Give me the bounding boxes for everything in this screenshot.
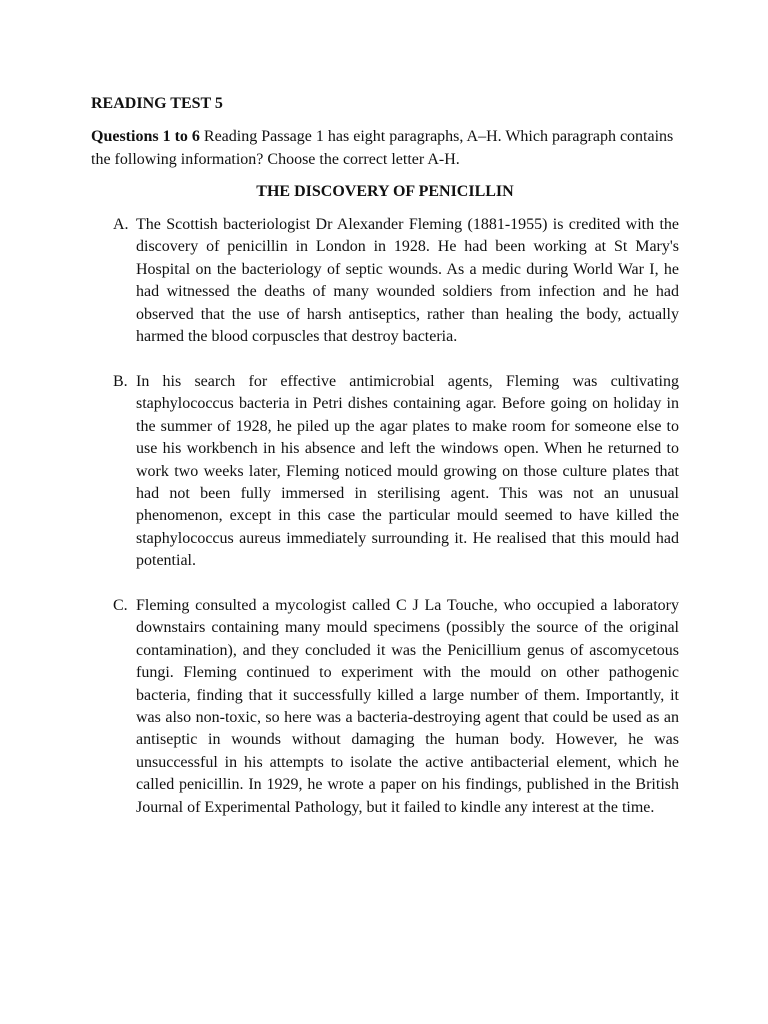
- paragraph-letter: A.: [113, 216, 129, 233]
- test-heading: READING TEST 5: [91, 95, 223, 112]
- paragraph-a: [113, 214, 679, 348]
- paragraph-letter: B.: [113, 373, 128, 390]
- instructions-text: Reading Passage 1 has eight paragraphs, A–H. Which paragraph contains the following information? Choose the correct letter A-H.: [91, 128, 674, 168]
- paragraph-text: Fleming consulted a mycologist called C J La Touche, who occupied a laboratory downstairs containing many mould specimens (possibly the source of the original contamination), and they concluded it was the Penicillium genus of ascomycetous fungi. Fleming continued to experiment with the mould on other pathogenic bacteria, finding that it successfully killed a large number of them. Importantly, it was also non-toxic, so here was a bacteria-destroying agent that could be used as an antiseptic in wounds without damaging the human body. However, he was unsuccessful in his attempts to isolate the active antibacterial element, which he called penicillin. In 1929, he wrote a paper on his findings, published in the British Journal of Experimental Pathology, but it failed to kindle any interest at the time.: [136, 597, 679, 816]
- paragraph-c: [113, 595, 679, 819]
- paragraph-b: [113, 371, 679, 573]
- passage-title: THE DISCOVERY OF PENICILLIN: [256, 183, 514, 200]
- paragraph-letter: C.: [113, 597, 128, 614]
- paragraph-text: In his search for effective antimicrobial agents, Fleming was cultivating staphylococcus bacteria in Petri dishes containing agar. Before going on holiday in the summer of 1928, he piled up the agar plates to make room for someone else to use his workbench in his absence and left the windows open. When he returned to work two weeks later, Fleming noticed mould growing on those culture plates that had not been fully immersed in sterilising agent. This was not an unusual phenomenon, except in this case the particular mould seemed to have killed the staphylococcus aureus immediately surrounding it. He realised that this mould had potential.: [136, 373, 679, 570]
- question-range: Questions 1 to 6: [91, 128, 200, 145]
- question-instructions: [91, 126, 679, 171]
- paragraph-text: The Scottish bacteriologist Dr Alexander Fleming (1881-1955) is credited with the discovery of penicillin in London in 1928. He had been working at St Mary's Hospital on the bacteriology of septic wounds. As a medic during World War I, he had witnessed the deaths of many wounded soldiers from infection and he had observed that the use of harsh antiseptics, rather than healing the body, actually harmed the blood corpuscles that destroy bacteria.: [136, 216, 679, 346]
